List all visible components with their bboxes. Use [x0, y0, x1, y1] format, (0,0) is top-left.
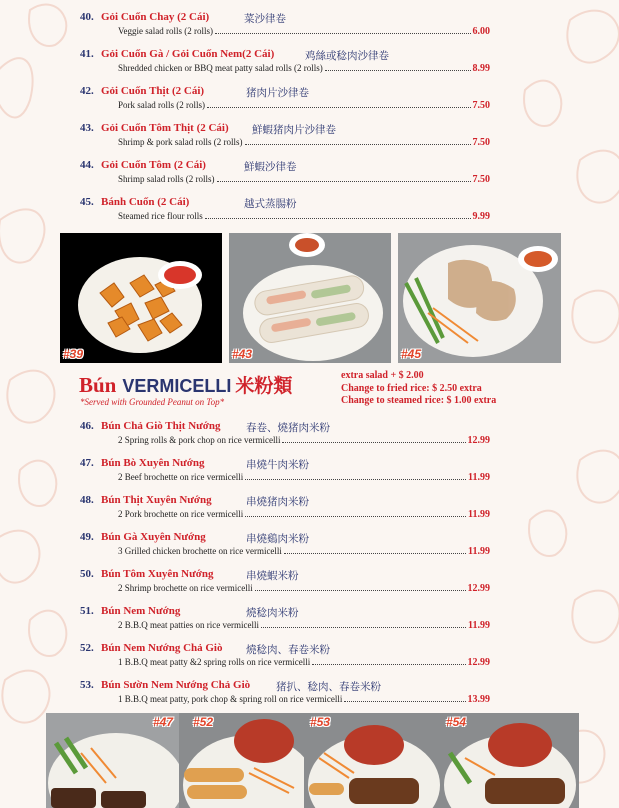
menu-item-41 [80, 48, 490, 74]
menu-item-40 [80, 11, 490, 37]
item-chinese-name: 串燒猪肉米粉 [246, 496, 309, 508]
item-price: 12.99 [467, 435, 490, 446]
menu-item-53 [80, 679, 490, 705]
item-price: 11.99 [468, 472, 490, 483]
item-chinese-name: 串燒蝦米粉 [246, 570, 299, 582]
menu-item-44 [80, 159, 490, 185]
item-price: 7.50 [472, 137, 490, 148]
dot-leader [261, 627, 466, 628]
dot-leader [344, 701, 465, 702]
item-price: 11.99 [468, 546, 490, 557]
item-description: Shredded chicken or BBQ meat patty salad rolls (2 rolls) [118, 63, 323, 73]
item-name: Gỏi Cuốn Thịt (2 Cái) [101, 85, 205, 97]
dot-leader [215, 33, 471, 34]
item-number: 53. [80, 679, 94, 691]
item-price: 6.00 [472, 26, 490, 37]
item-description: 2 Pork brochette on rice vermicelli [118, 509, 244, 519]
item-number: 47. [80, 457, 94, 469]
photo-tag: #53 [310, 715, 331, 729]
item-chinese-name: 串燒牛肉米粉 [246, 459, 309, 471]
item-description: Pork salad rolls (2 rolls) [118, 100, 205, 110]
item-price: 11.99 [468, 509, 490, 520]
item-description: 2 Spring rolls & pork chop on rice vermicelli [118, 435, 281, 445]
item-number: 43. [80, 122, 94, 134]
item-description: 2 Beef brochette on rice vermicelli [118, 472, 244, 482]
item-chinese-name: 鸡絲或稔肉沙律卷 [305, 50, 389, 62]
item-chinese-name: 鮮蝦猪肉片沙律卷 [252, 124, 336, 136]
dot-leader [255, 590, 466, 591]
photo-pork-chop-vermicelli-2 [440, 713, 579, 808]
item-description: 3 Grilled chicken brochette on rice vermicelli [118, 546, 282, 556]
extra-note: Change to steamed rice: $ 1.00 extra [341, 395, 497, 406]
steamed-rice-rolls-illustration [398, 233, 561, 363]
item-price: 7.50 [472, 174, 490, 185]
salad-rolls-illustration [229, 233, 391, 363]
item-name: Gỏi Cuốn Gà / Gỏi Cuốn Nem(2 Cái) [101, 48, 275, 60]
photo-tag: #39 [63, 347, 84, 361]
item-number: 48. [80, 494, 94, 506]
dot-leader [245, 516, 466, 517]
menu-item-51 [80, 605, 490, 631]
section-title-bun: Bún [79, 373, 117, 397]
item-chinese-name: 越式蒸腸粉 [244, 198, 297, 210]
dot-leader [312, 664, 465, 665]
item-price: 7.50 [472, 100, 490, 111]
dot-leader [245, 479, 466, 480]
photo-fried-wontons [60, 233, 222, 363]
extras-notes [341, 370, 571, 408]
item-name: Gỏi Cuốn Tôm Thịt (2 Cái) [101, 122, 229, 134]
fried-wontons-illustration [60, 233, 222, 363]
photo-steamed-rice-rolls [398, 233, 561, 363]
item-chinese-name: 鮮蝦沙律卷 [244, 161, 297, 173]
photo-beef-brochette-vermicelli [46, 713, 179, 808]
item-chinese-name: 猪扒、稔肉、春卷米粉 [276, 681, 381, 693]
section-title [79, 371, 292, 398]
item-description: Shrimp salad rolls (2 rolls) [118, 174, 215, 184]
item-number: 45. [80, 196, 94, 208]
photo-salad-rolls [229, 233, 391, 363]
dot-leader [245, 144, 471, 145]
item-name: Bún Sườn Nem Nướng Chả Giò [101, 679, 251, 691]
item-description: 1 B.B.Q meat patty, pork chop & spring roll on rice vermicelli [118, 694, 343, 704]
menu-item-47 [80, 457, 490, 483]
item-number: 52. [80, 642, 94, 654]
item-name: Bún Chả Giò Thịt Nướng [101, 420, 221, 432]
item-name: Gỏi Cuốn Chay (2 Cái) [101, 11, 210, 23]
item-chinese-name: 燒稔肉、春卷米粉 [246, 644, 330, 656]
extra-note: Change to fried rice: $ 2.50 extra [341, 382, 482, 394]
photo-meat-patty-spring-roll-vermicelli [179, 713, 304, 808]
item-number: 50. [80, 568, 94, 580]
menu-item-52 [80, 642, 490, 668]
item-price: 12.99 [467, 583, 490, 594]
item-number: 41. [80, 48, 94, 60]
item-description: 2 B.B.Q meat patties on rice vermicelli [118, 620, 259, 630]
item-name: Bún Nem Nướng Chả Giò [101, 642, 223, 654]
item-number: 51. [80, 605, 94, 617]
menu-item-50 [80, 568, 490, 594]
menu-item-48 [80, 494, 490, 520]
item-name: Bánh Cuốn (2 Cái) [101, 196, 190, 208]
item-name: Gỏi Cuốn Tôm (2 Cái) [101, 159, 206, 171]
item-number: 46. [80, 420, 94, 432]
dot-leader [207, 107, 471, 108]
dot-leader [284, 553, 466, 554]
item-price: 12.99 [467, 657, 490, 668]
item-chinese-name: 串燒鷄肉米粉 [246, 533, 309, 545]
extra-note: extra salad + $ 2.00 [341, 370, 424, 381]
item-chinese-name: 燒稔肉米粉 [246, 607, 299, 619]
photo-tag: #52 [193, 715, 214, 729]
section-subtitle: *Served with Grounded Peanut on Top* [80, 397, 225, 407]
item-description: Shrimp & pork salad rolls (2 rolls) [118, 137, 243, 147]
item-price: 8.99 [472, 63, 490, 74]
photo-tag: #47 [152, 715, 173, 729]
item-number: 42. [80, 85, 94, 97]
dot-leader [217, 181, 471, 182]
item-chinese-name: 猪肉片沙律卷 [246, 87, 309, 99]
item-name: Bún Gà Xuyên Nướng [101, 531, 206, 543]
item-price: 13.99 [467, 694, 490, 705]
item-description: Steamed rice flour rolls [118, 211, 203, 221]
item-name: Bún Tôm Xuyên Nướng [101, 568, 214, 580]
section-title-vermicelli: VERMICELLI [122, 376, 232, 396]
item-name: Bún Thịt Xuyên Nướng [101, 494, 212, 506]
item-chinese-name: 春卷、燒猪肉米粉 [246, 422, 330, 434]
item-description: Veggie salad rolls (2 rolls) [118, 26, 213, 36]
dot-leader [325, 70, 471, 71]
item-description: 2 Shrimp brochette on rice vermicelli [118, 583, 253, 593]
menu-item-45 [80, 196, 490, 222]
photo-tag: #54 [446, 715, 467, 729]
item-price: 9.99 [472, 211, 490, 222]
item-price: 11.99 [468, 620, 490, 631]
item-number: 44. [80, 159, 94, 171]
menu-item-42 [80, 85, 490, 111]
photo-tag: #43 [232, 347, 253, 361]
photo-pork-chop-vermicelli [304, 713, 440, 808]
menu-item-46 [80, 420, 490, 446]
item-name: Bún Bò Xuyên Nướng [101, 457, 205, 469]
item-number: 40. [80, 11, 94, 23]
menu-item-49 [80, 531, 490, 557]
dot-leader [282, 442, 465, 443]
dot-leader [205, 218, 471, 219]
item-number: 49. [80, 531, 94, 543]
item-description: 1 B.B.Q meat patty &2 spring rolls on rice vermicelli [118, 657, 311, 667]
photo-tag: #45 [401, 347, 422, 361]
section-title-chinese: 米粉類 [235, 375, 293, 397]
item-chinese-name: 菜沙律卷 [244, 13, 286, 25]
item-name: Bún Nem Nướng [101, 605, 181, 617]
menu-item-43 [80, 122, 490, 148]
